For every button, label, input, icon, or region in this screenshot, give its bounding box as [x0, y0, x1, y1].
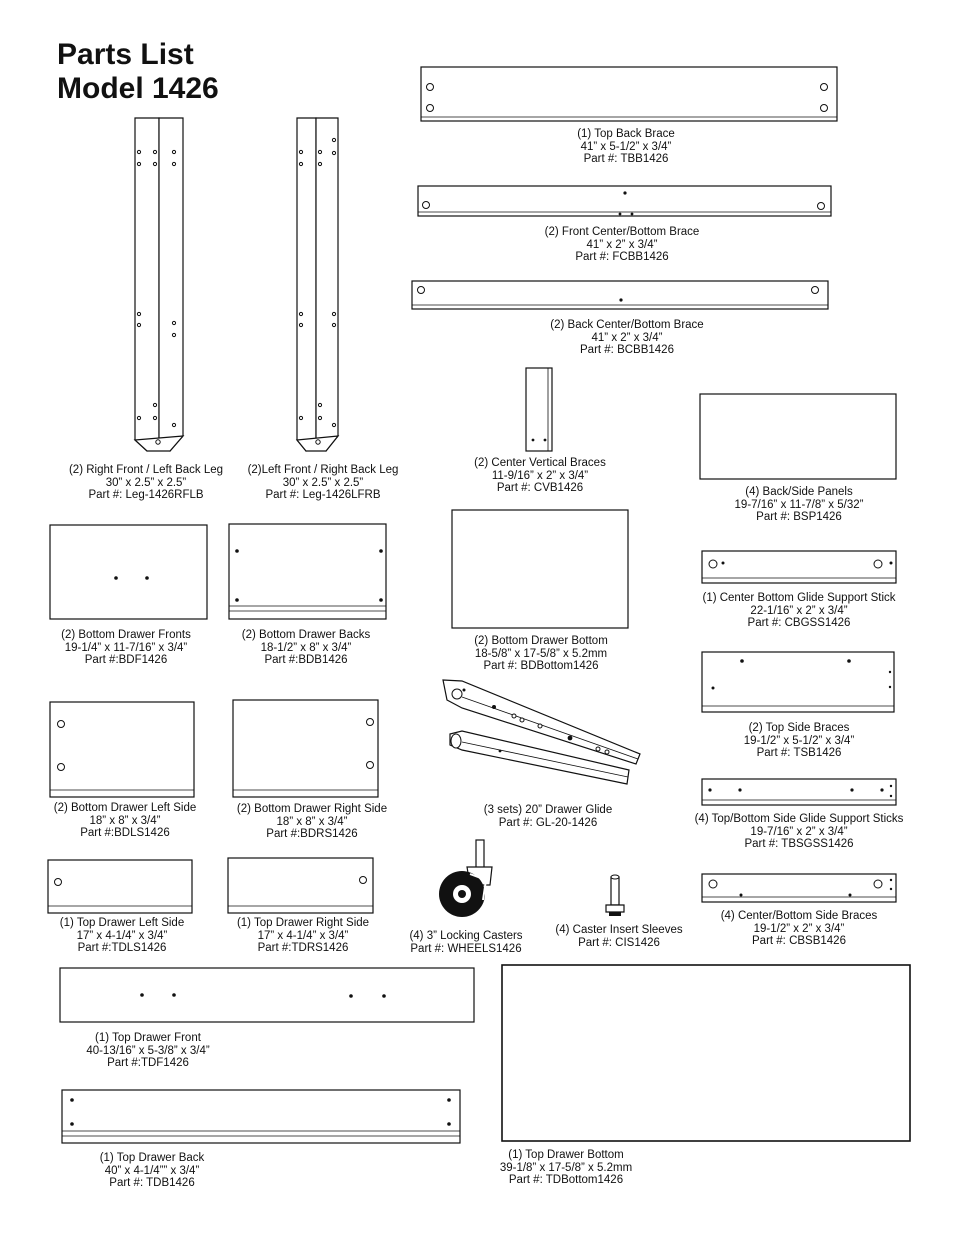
caption-front-center-bottom-brace: [545, 226, 700, 264]
caption-leg-rflb: [69, 464, 223, 502]
part-name: (2) Bottom Drawer Left Side: [53, 802, 197, 814]
part-name: (4) Center/Bottom Side Braces: [720, 910, 878, 922]
part-number: Part #: CBSB1426: [752, 935, 846, 947]
top-drawer-right-side-drawing: [228, 858, 373, 913]
part-number: Part #:BDB1426: [264, 654, 348, 666]
part-size: 40” x 4-1/4”” x 3/4”: [104, 1164, 200, 1177]
part-size: 19-1/2” x 5-1/2” x 3/4”: [743, 734, 855, 747]
top-drawer-back-drawing: [62, 1090, 460, 1143]
part-name: (2) Bottom Drawer Bottom: [474, 635, 608, 647]
part-name: (2) Bottom Drawer Backs: [241, 629, 371, 641]
front-center-bottom-brace-drawing: [418, 186, 831, 216]
part-size: 39-1/8” x 17-5/8” x 5.2mm: [499, 1161, 633, 1174]
caption-bottom-drawer-right-side: [237, 803, 387, 841]
part-name: (2) Bottom Drawer Fronts: [61, 629, 191, 641]
caption-center-vertical-braces: [474, 457, 606, 495]
part-size: 22-1/16” x 2” x 3/4”: [750, 604, 848, 617]
part-number: Part #: BSP1426: [756, 511, 842, 523]
part-name: (1) Top Drawer Back: [99, 1152, 205, 1164]
part-name: (1) Top Drawer Left Side: [59, 917, 185, 929]
bottom-drawer-front-drawing: [50, 525, 207, 619]
caption-bottom-drawer-bottom: [474, 635, 608, 673]
caption-side-glide-support-sticks: [695, 813, 904, 851]
part-name: (4) Top/Bottom Side Glide Support Sticks: [694, 813, 904, 825]
back-side-panel-drawing: [700, 394, 896, 479]
part-number: Part #: TDBottom1426: [508, 1174, 624, 1186]
part-name: (4) Caster Insert Sleeves: [555, 924, 683, 936]
caption-top-drawer-right-side: [237, 917, 369, 955]
side-glide-support-sticks-drawing: [702, 779, 896, 805]
part-number: Part #: BDBottom1426: [483, 660, 599, 672]
part-name: (2) Center Vertical Braces: [474, 457, 606, 469]
caption-top-drawer-back: [100, 1152, 205, 1190]
part-number: Part #: Leg-1426RFLB: [88, 489, 204, 501]
part-size: 40-13/16” x 5-3/8” x 3/4”: [86, 1044, 210, 1057]
caption-back-side-panels: [735, 486, 864, 524]
part-number: Part #: FCBB1426: [575, 251, 669, 263]
leg-rflb-drawing: [135, 118, 183, 451]
top-drawer-front-drawing: [60, 968, 474, 1022]
part-number: Part #: CBGSS1426: [747, 617, 851, 629]
part-name: (2) Right Front / Left Back Leg: [68, 464, 224, 476]
part-name: (1) Center Bottom Glide Support Stick: [702, 592, 896, 604]
bottom-drawer-back-drawing: [229, 524, 386, 619]
caption-top-drawer-left-side: [60, 917, 184, 955]
part-name: (1) Top Drawer Bottom: [508, 1149, 624, 1161]
title-line-1: Parts List: [57, 38, 194, 71]
drawer-glide-drawing: [443, 680, 640, 784]
part-size: 41” x 2” x 3/4”: [586, 238, 658, 251]
part-name: (2) Back Center/Bottom Brace: [550, 319, 704, 331]
part-number: Part #: CVB1426: [496, 482, 584, 494]
part-size: 18” x 8” x 3/4”: [89, 814, 161, 827]
part-size: 19-7/16” x 11-7/8” x 5/32”: [734, 498, 864, 511]
part-number: Part #:BDRS1426: [266, 828, 358, 840]
part-name: (1) Top Back Brace: [577, 128, 675, 140]
part-number: Part #: TBSGSS1426: [744, 838, 854, 850]
part-number: Part #: Leg-1426LFRB: [265, 489, 381, 501]
caption-center-bottom-glide-support-stick: [702, 592, 895, 630]
part-size: 17” x 4-1/4” x 3/4”: [257, 929, 349, 942]
caption-drawer-glide: [484, 804, 612, 829]
top-drawer-bottom-drawing: [502, 965, 910, 1141]
center-bottom-glide-support-stick-drawing: [702, 551, 896, 583]
caption-top-side-braces: [744, 722, 855, 760]
caption-top-drawer-bottom: [500, 1149, 632, 1187]
part-name: (2) Top Side Braces: [748, 722, 850, 734]
part-number: Part #:TDF1426: [107, 1057, 189, 1069]
leg-lfrb-drawing: [297, 118, 338, 451]
part-name: (4) 3” Locking Casters: [409, 930, 523, 942]
part-size: 19-7/16” x 2” x 3/4”: [750, 825, 848, 838]
part-number: Part #:BDLS1426: [80, 827, 170, 839]
caption-locking-casters: [409, 930, 522, 955]
part-name: (3 sets) 20” Drawer Glide: [483, 804, 613, 816]
part-number: Part #: TSB1426: [756, 747, 842, 759]
caption-back-center-bottom-brace: [550, 319, 703, 357]
caption-caster-insert-sleeves: [555, 924, 682, 949]
part-name: (4) Back/Side Panels: [745, 486, 853, 498]
caption-center-bottom-side-braces: [721, 910, 878, 948]
title-line-2: Model 1426: [57, 72, 219, 105]
center-vertical-braces-drawing: [526, 368, 552, 451]
part-size: 17” x 4-1/4” x 3/4”: [76, 929, 168, 942]
caption-top-back-brace: [577, 128, 675, 166]
part-number: Part #:TDRS1426: [257, 942, 349, 954]
part-number: Part #: GL-20-1426: [498, 816, 598, 829]
top-back-brace-drawing: [421, 67, 837, 121]
part-number: Part #: WHEELS1426: [410, 942, 522, 955]
part-name: (2)Left Front / Right Back Leg: [247, 464, 399, 476]
part-number: Part #: CIS1426: [578, 936, 660, 949]
part-size: 19-1/4” x 11-7/16” x 3/4”: [64, 641, 188, 654]
part-size: 18” x 8” x 3/4”: [276, 815, 348, 828]
back-center-bottom-brace-drawing: [412, 281, 828, 309]
bottom-drawer-bottom-drawing: [452, 510, 628, 628]
part-number: Part #:TDLS1426: [77, 942, 167, 954]
top-side-braces-drawing: [702, 652, 894, 712]
part-number: Part #: TDB1426: [109, 1177, 195, 1189]
caption-bottom-drawer-left-side: [54, 802, 197, 840]
part-size: 41” x 2” x 3/4”: [591, 331, 663, 344]
bottom-drawer-right-side-drawing: [233, 700, 378, 797]
locking-caster-drawing: [439, 840, 492, 917]
part-name: (1) Top Drawer Front: [95, 1032, 201, 1044]
part-number: Part #: TBB1426: [583, 153, 669, 165]
part-number: Part #: BCBB1426: [580, 344, 674, 356]
part-size: 18-1/2” x 8” x 3/4”: [260, 641, 352, 654]
part-number: Part #:BDF1426: [84, 654, 168, 666]
part-name: (2) Front Center/Bottom Brace: [544, 226, 700, 238]
caption-top-drawer-front: [86, 1032, 209, 1070]
part-size: 18-5/8” x 17-5/8” x 5.2mm: [474, 647, 608, 660]
bottom-drawer-left-side-drawing: [50, 702, 194, 797]
part-name: (2) Bottom Drawer Right Side: [236, 803, 388, 815]
caption-leg-lfrb: [248, 464, 399, 502]
caption-bottom-drawer-backs: [242, 629, 370, 667]
part-size: 30” x 2.5” x 2.5”: [282, 476, 364, 489]
part-size: 30” x 2.5” x 2.5”: [105, 476, 187, 489]
top-drawer-left-side-drawing: [48, 860, 192, 913]
part-size: 11-9/16” x 2” x 3/4”: [491, 469, 589, 482]
caster-insert-sleeve-drawing: [606, 875, 624, 916]
center-bottom-side-braces-drawing: [702, 874, 896, 902]
part-size: 19-1/2” x 2” x 3/4”: [753, 922, 845, 935]
caption-bottom-drawer-fronts: [61, 629, 191, 667]
part-size: 41” x 5-1/2” x 3/4”: [580, 140, 672, 153]
part-name: (1) Top Drawer Right Side: [236, 917, 370, 929]
